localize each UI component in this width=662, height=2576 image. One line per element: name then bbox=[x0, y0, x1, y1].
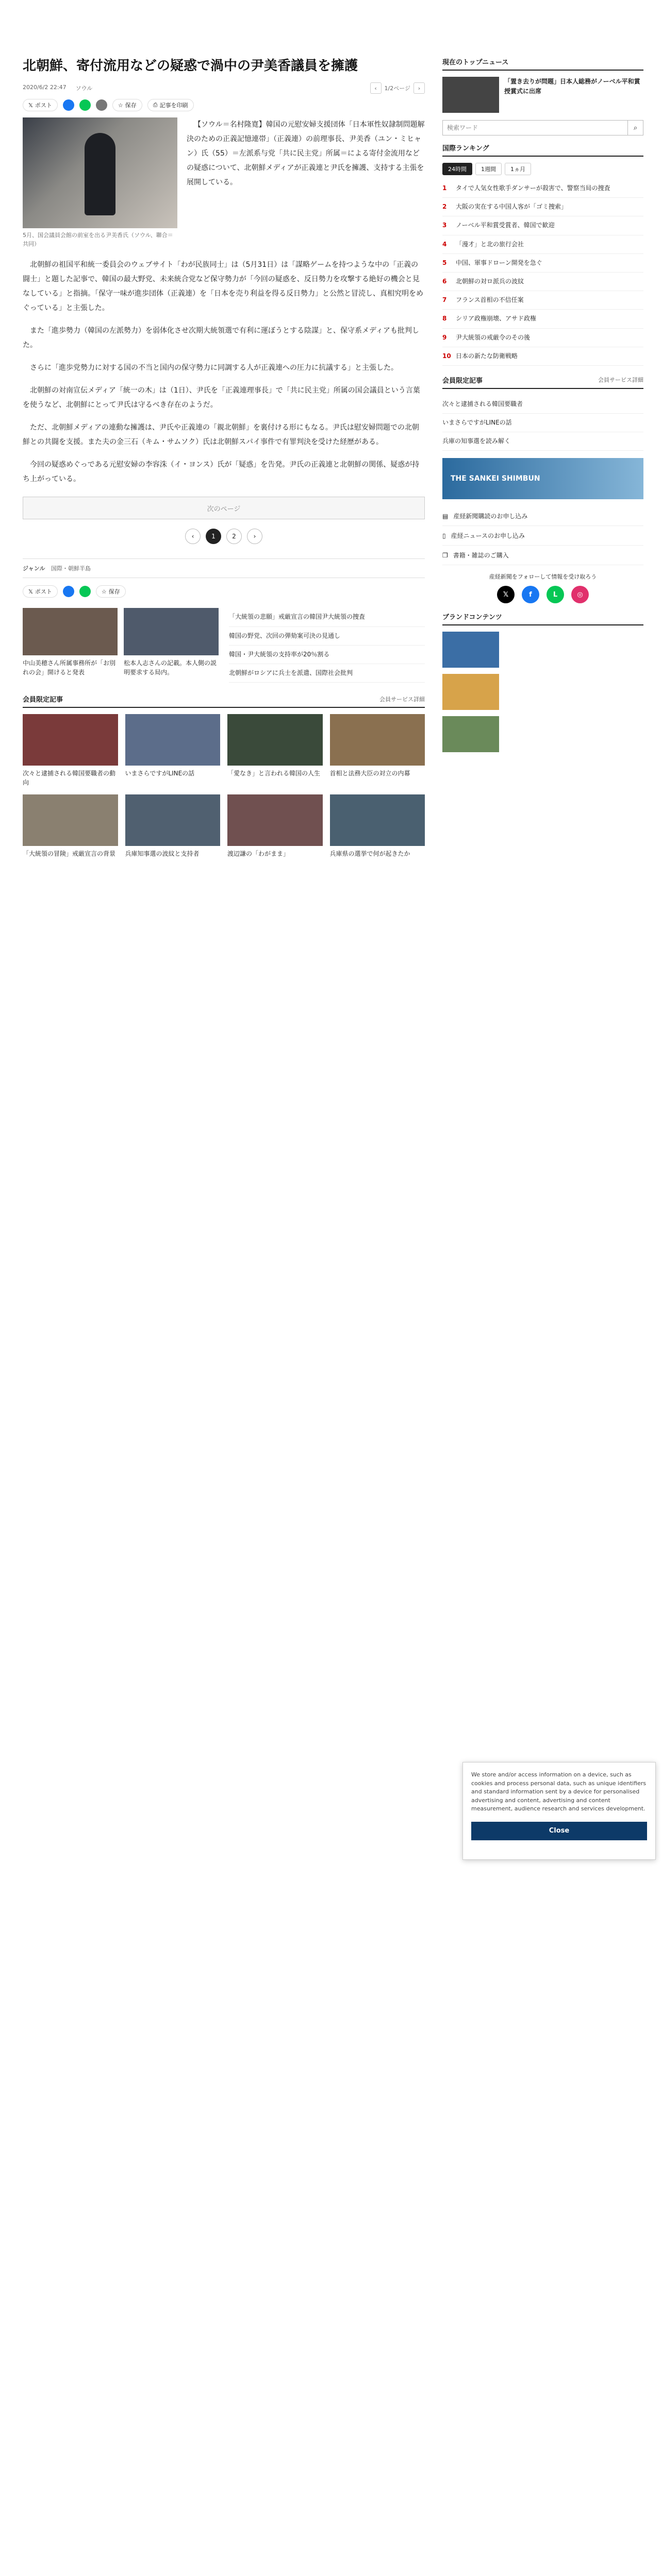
featured-thumbnail bbox=[125, 794, 221, 846]
article-paragraph: 【ソウル＝名村隆寛】韓国の元慰安婦支援団体「日本軍性奴隷制問題解決のための正義記憶連帯」（正義連）の前理事長、尹美香（ユン・ミヒャン）氏（55）＝左派系与党「共に民主党」所属＝による寄付金流用などの疑惑について、北朝鮮メディアが正義連と尹氏を擁護、支持する主張を展開している。 bbox=[187, 121, 425, 187]
search-form bbox=[442, 120, 643, 135]
line-icon[interactable] bbox=[79, 586, 91, 597]
share-bar-bottom bbox=[23, 585, 425, 598]
x-icon[interactable]: 𝕏 bbox=[497, 586, 515, 603]
ranking-item[interactable]: 7 フランス首相の不信任案 bbox=[442, 291, 643, 310]
mail-icon[interactable] bbox=[96, 99, 107, 111]
tab-24h[interactable]: 24時間 bbox=[442, 163, 472, 175]
article-paragraph: 北朝鮮の対南宣伝メディア「統一の木」は（1日）、尹氏を「正義連理事長」で「共に民主党」所属の国会議員という言葉を使うなど、北朝鮮にとって尹氏は守るべき存在のようだ。 bbox=[23, 386, 420, 410]
prev-page-icon[interactable]: ‹ bbox=[370, 82, 382, 94]
bookmark-icon: ☆ bbox=[101, 588, 107, 595]
bookmark-icon: ☆ bbox=[118, 101, 123, 109]
ranking-tabs bbox=[442, 163, 643, 175]
save-button[interactable]: ☆ 保存 bbox=[112, 99, 142, 111]
article-paragraph: また「進歩勢力（韓国の左派勢力）を弱体化させ次期大統領選で有利に運ぼうとする陰謀」と、保守系メディアも批判した。 bbox=[23, 327, 419, 350]
top-pager bbox=[370, 82, 425, 94]
ranking-item[interactable]: 9 尹大統領の戒厳令のその後 bbox=[442, 329, 643, 347]
facebook-icon[interactable]: f bbox=[522, 586, 539, 603]
tab-1week[interactable]: 1週間 bbox=[475, 163, 502, 175]
article-body bbox=[23, 258, 425, 486]
search-input[interactable] bbox=[443, 121, 627, 135]
featured-card[interactable]: 渡辺謙の「わがまま」 bbox=[227, 794, 323, 858]
related-link[interactable]: 韓国・尹大統領の支持率が20％割る bbox=[229, 646, 425, 664]
ranking-item[interactable]: 4 「漫才」と北の旅行会社 bbox=[442, 235, 643, 254]
sidebar bbox=[442, 57, 643, 752]
ranking-header: 国際ランキング bbox=[442, 143, 643, 157]
brand-item[interactable] bbox=[442, 674, 643, 710]
featured-thumbnail bbox=[227, 714, 323, 766]
featured-card[interactable]: 兵庫県の選挙で何が起きたか bbox=[330, 794, 425, 858]
featured-grid bbox=[23, 714, 425, 858]
article-title: 北朝鮮、寄付流用などの疑惑で渦中の尹美香議員を擁護 bbox=[23, 58, 358, 74]
brand-thumbnail bbox=[442, 716, 499, 752]
article-photo-box bbox=[23, 117, 177, 248]
featured-thumbnail bbox=[330, 794, 425, 846]
featured-card[interactable]: 「愛なき」と言われる韓国の人生 bbox=[227, 714, 323, 787]
brand-thumbnail bbox=[442, 674, 499, 710]
pagination bbox=[23, 529, 425, 544]
service-link[interactable]: ❐ 書籍・雑誌のご購入 bbox=[442, 546, 643, 565]
mobile-icon: ▯ bbox=[442, 532, 446, 539]
next-page-icon[interactable]: › bbox=[247, 529, 262, 544]
featured-card[interactable]: 首相と法務大臣の対立の内幕 bbox=[330, 714, 425, 787]
top-news-item[interactable]: 「置き去りが問題」日本人総務がノーベル平和賞授賞式に出席 bbox=[442, 77, 643, 113]
main-column bbox=[23, 57, 425, 858]
genre-row: ジャンル 国際・朝鮮半島 bbox=[23, 558, 425, 578]
member-item[interactable]: いまさらですがLINEの話 bbox=[442, 414, 643, 432]
article-meta bbox=[23, 82, 425, 94]
ranking-item[interactable]: 8 シリア政権崩壊、アサド政権 bbox=[442, 310, 643, 328]
instagram-icon[interactable]: ◎ bbox=[571, 586, 589, 603]
genre-link[interactable]: 国際・朝鮮半島 bbox=[51, 565, 91, 572]
photo-caption: 5月、国会議員会館の前室を出る尹美香氏（ソウル、聯合＝共同） bbox=[23, 232, 173, 247]
facebook-icon[interactable] bbox=[63, 586, 74, 597]
ranking-item[interactable]: 1 タイで人気女性歌手ダンサーが殺害で、警察当局の捜査 bbox=[442, 179, 643, 198]
brand-item[interactable] bbox=[442, 716, 643, 752]
x-icon: 𝕏 bbox=[28, 101, 33, 109]
line-icon[interactable]: L bbox=[547, 586, 564, 603]
related-card[interactable]: 松本人志さんの記載。本人側の説明要求する局内。 bbox=[124, 608, 219, 683]
search-icon[interactable]: ⌕ bbox=[627, 121, 643, 135]
brand-item[interactable] bbox=[442, 632, 643, 668]
article-author[interactable]: ソウル bbox=[75, 85, 93, 92]
book-icon: ❐ bbox=[442, 551, 448, 559]
print-button[interactable]: ⎙ 記事を印刷 bbox=[147, 99, 194, 111]
x-post-button[interactable]: 𝕏 ポスト bbox=[23, 99, 58, 111]
cookie-text: We store and/or access information on a device, such as cookies and process personal data, such as unique identifiers and standard information sent by a device for personalised advertising and content, advertising and content measurement, audience research and services development. bbox=[471, 1771, 647, 1812]
brand-header: ブランドコンテンツ bbox=[442, 612, 643, 625]
brand-thumbnail bbox=[442, 632, 499, 668]
featured-thumbnail bbox=[330, 714, 425, 766]
page-indicator: 1/2ページ bbox=[384, 85, 410, 92]
top-news-thumbnail bbox=[442, 77, 499, 113]
ranking-item[interactable]: 10 日本の新たな防衛戦略 bbox=[442, 347, 643, 366]
next-page-button[interactable]: 次のページ bbox=[23, 497, 425, 519]
cookie-close-button[interactable]: Close bbox=[471, 1822, 647, 1840]
prev-page-icon[interactable]: ‹ bbox=[185, 529, 201, 544]
member-more-link[interactable]: 会員サービス詳細 bbox=[598, 377, 643, 384]
top-news-header: 現在のトップニュース bbox=[442, 57, 643, 71]
article-paragraph: さらに「進歩党勢力に対する国の不当と国内の保守勢力に同調する人が正義連への圧力に抗議する」と主張した。 bbox=[30, 364, 398, 372]
line-icon[interactable] bbox=[79, 99, 91, 111]
member-item[interactable]: 兵庫の知事選を読み解く bbox=[442, 432, 643, 451]
related-card[interactable]: 中山美穂さん所属事務所が「お別れの会」開けると発表 bbox=[23, 608, 118, 683]
brand-list bbox=[442, 632, 643, 752]
ranking-item[interactable]: 3 ノーベル平和賞受賞者、韓国で歓迎 bbox=[442, 216, 643, 235]
article-paragraph: 今回の疑惑めぐっである元慰安婦の李容洙（イ・ヨンス）氏が「疑惑」を告発。尹氏の正義連と北朝鮮の関係、疑惑が持ち上がっている。 bbox=[23, 461, 420, 484]
article-photo[interactable] bbox=[23, 117, 177, 228]
service-link[interactable]: ▯ 産経ニュースのお申し込み bbox=[442, 526, 643, 546]
facebook-icon[interactable] bbox=[63, 99, 74, 111]
print-icon: ⎙ bbox=[153, 101, 158, 109]
ranking-item[interactable]: 5 中国、軍事ドローン開発を急ぐ bbox=[442, 254, 643, 273]
article-paragraph: ただ、北朝鮮メディアの連動な擁護は、尹氏や正義連の「親北朝鮮」を裏付ける形にもなる。尹氏は慰安婦問題での北朝鮮との共闘を支援。また夫の金三石（キム・サムソク）氏は北朝鮮スパイ事件で有罪判決を受けた経歴がある。 bbox=[23, 423, 419, 447]
featured-header: 会員限定記事 会員サービス詳細 bbox=[23, 694, 425, 708]
member-header: 会員限定記事 会員サービス詳細 bbox=[442, 375, 643, 389]
save-button[interactable]: ☆ 保存 bbox=[96, 585, 126, 598]
x-post-button[interactable]: 𝕏 ポスト bbox=[23, 585, 58, 598]
featured-card[interactable]: 兵庫知事選の波紋と支持者 bbox=[125, 794, 221, 858]
featured-more-link[interactable]: 会員サービス詳細 bbox=[379, 696, 425, 703]
related-block bbox=[23, 608, 425, 683]
next-page-icon[interactable]: › bbox=[413, 82, 425, 94]
sns-title: 産経新聞をフォローして情報を受け取ろう bbox=[489, 573, 597, 581]
share-bar bbox=[23, 99, 425, 111]
related-link[interactable]: 北朝鮮がロシアに兵士を派遣、国際社会批判 bbox=[229, 664, 425, 683]
related-link[interactable]: 韓国の野党、次回の弾劾案可決の見通し bbox=[229, 627, 425, 646]
x-icon: 𝕏 bbox=[28, 588, 33, 595]
featured-thumbnail bbox=[23, 714, 118, 766]
tab-1month[interactable]: 1ヵ月 bbox=[505, 163, 531, 175]
featured-thumbnail bbox=[23, 794, 118, 846]
ranking-item[interactable]: 2 大阪の実在する中国人客が「ゴミ捜索」 bbox=[442, 198, 643, 216]
featured-card[interactable]: いまさらですがLINEの話 bbox=[125, 714, 221, 787]
newspaper-icon: ▤ bbox=[442, 512, 449, 520]
related-thumbnail bbox=[23, 608, 118, 655]
cookie-dialog bbox=[462, 1762, 656, 1860]
related-link[interactable]: 「大統領の悲願」戒厳宣言の韓国尹大統領の捜査 bbox=[229, 608, 425, 626]
member-item[interactable]: 次々と逮捕される韓国要職者 bbox=[442, 395, 643, 414]
article-date: 2020/6/2 22:47 bbox=[23, 84, 67, 91]
sankei-banner[interactable]: THE SANKEI SHIMBUN bbox=[442, 458, 643, 499]
featured-thumbnail bbox=[227, 794, 323, 846]
page-1-button[interactable]: 1 bbox=[206, 529, 221, 544]
sns-row bbox=[442, 586, 643, 603]
service-links bbox=[442, 506, 643, 565]
ranking-list bbox=[442, 179, 643, 366]
featured-card[interactable]: 次々と逮捕される韓国要職者の動向 bbox=[23, 714, 118, 787]
page-2-button[interactable]: 2 bbox=[226, 529, 242, 544]
article-paragraph: 北朝鮮の祖国平和統一委員会のウェブサイト「わが民族同士」は（5月31日）は「謀略ゲームを持つような中の「正義の闘士」と題した記事で、韓国の最大野党、未来統合党など保守勢力が「今回の疑惑を、反日勢力を攻撃する絶好の機会と見なしている」と指摘。「保守一味が進歩団体（正義連）を「日本を売り利益を得る反日勢力」と公然と冒涜し、真相究明をめぐっている」と主張した。 bbox=[23, 261, 423, 313]
featured-thumbnail bbox=[125, 714, 221, 766]
service-link[interactable]: ▤ 産経新聞購読のお申し込み bbox=[442, 506, 643, 526]
ranking-item[interactable]: 6 北朝鮮の対ロ派兵の波紋 bbox=[442, 273, 643, 291]
featured-card[interactable]: 「大統領の冒険」戒厳宣言の背景 bbox=[23, 794, 118, 858]
related-thumbnail bbox=[124, 608, 219, 655]
